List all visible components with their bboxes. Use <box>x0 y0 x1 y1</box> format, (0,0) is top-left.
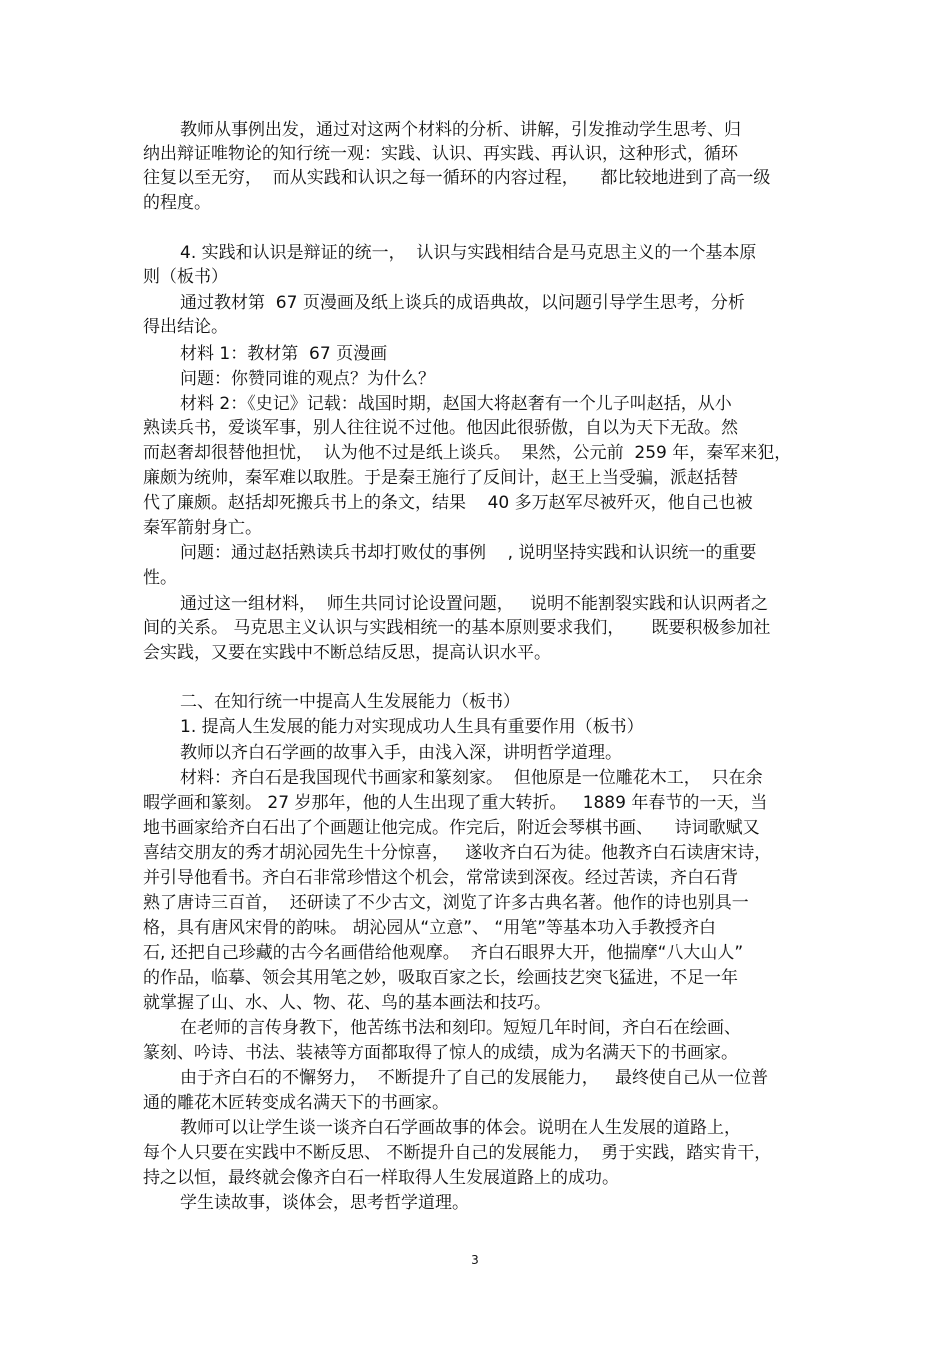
text-line: 喜结交朋友的秀才胡沁园先生十分惊喜， 遂收齐白石为徒。他教齐白石读唐宋诗， <box>143 843 772 863</box>
text-line: 通过教材第 67 页漫画及纸上谈兵的成语典故，以问题引导学生思考，分析 <box>180 293 745 313</box>
text-line: 4. 实践和认识是辩证的统一， 认识与实践相结合是马克思主义的一个基本原 <box>180 243 757 263</box>
text-line: 往复以至无穷， 而从实践和认识之每一循环的内容过程， 都比较地进到了高一级 <box>143 168 771 188</box>
text-line: 在老师的言传身教下，他苦练书法和刻印。短短几年时间，齐白石在绘画、 <box>180 1018 741 1038</box>
text-line: 得出结论。 <box>143 317 228 337</box>
text-line: 熟读兵书，爱谈军事，别人往往说不过他。他因此很骄傲，自以为天下无敌。然 <box>143 418 738 438</box>
text-line: 每个人只要在实践中不断反思、 不断提升自己的发展能力， 勇于实践，踏实肯干， <box>143 1143 772 1163</box>
text-line: 的程度。 <box>143 193 211 213</box>
text-line: 秦军箭射身亡。 <box>143 518 262 538</box>
text-line: 教师以齐白石学画的故事入手，由浅入深，讲明哲学道理。 <box>180 743 622 763</box>
text-line: 地书画家给齐白石出了个画题让他完成。作完后，附近会琴棋书画、 诗词歌赋又 <box>143 818 760 838</box>
text-line: 石, 还把自己珍藏的古今名画借给他观摩。 齐白石眼界大开，他揣摩“八大山人” <box>143 943 744 963</box>
text-line: 而赵奢却很替他担忧， 认为他不过是纸上谈兵。 果然，公元前 259 年，秦军来犯， <box>143 443 792 463</box>
text-line: 会实践，又要在实践中不断总结反思，提高认识水平。 <box>143 643 551 663</box>
text-line: 篆刻、吟诗、书法、装裱等方面都取得了惊人的成绩，成为名满天下的书画家。 <box>143 1043 738 1063</box>
text-line: 纳出辩证唯物论的知行统一观：实践、认识、再实践、再认识，这种形式，循环 <box>143 144 738 164</box>
text-line: 通过这一组材料， 师生共同讨论设置问题， 说明不能割裂实践和认识两者之 <box>180 594 769 614</box>
text-line: 廉颇为统帅，秦军难以取胜。于是秦王施行了反间计，赵王上当受骗，派赵括替 <box>143 468 738 488</box>
text-line: 学生读故事，谈体会，思考哲学道理。 <box>180 1193 469 1213</box>
text-line: 的作品，临摹、领会其用笔之妙，吸取百家之长，绘画技艺突飞猛进，不足一年 <box>143 968 738 988</box>
text-line: 问题：你赞同谁的观点？为什么？ <box>180 369 435 389</box>
text-line: 教师从事例出发，通过对这两个材料的分析、讲解，引发推动学生思考、归 <box>180 120 741 140</box>
section-heading: 二、在知行统一中提高人生发展能力（板书） <box>180 692 520 712</box>
text-line: 则（板书） <box>143 267 228 287</box>
text-line: 格，具有唐风宋骨的韵味。 胡沁园从“立意”、 “用笔”等基本功入手教授齐白 <box>143 918 717 938</box>
text-line: 暇学画和篆刻。 27 岁那年，他的人生出现了重大转折。 1889 年春节的一天，当 <box>143 793 768 813</box>
text-line: 教师可以让学生谈一谈齐白石学画故事的体会。说明在人生发展的道路上， <box>180 1118 741 1138</box>
text-line: 材料 2：《史记》记载：战国时期，赵国大将赵奢有一个儿子叫赵括，从小 <box>180 394 732 414</box>
text-line: 由于齐白石的不懈努力， 不断提升了自己的发展能力， 最终使自己从一位普 <box>180 1068 769 1088</box>
text-line: 性。 <box>143 568 177 588</box>
text-line: 持之以恒，最终就会像齐白石一样取得人生发展道路上的成功。 <box>143 1168 619 1188</box>
text-line: 通的雕花木匠转变成名满天下的书画家。 <box>143 1093 449 1113</box>
text-line: 材料 1：教材第 67 页漫画 <box>180 344 388 364</box>
text-line: 并引导他看书。齐白石非常珍惜这个机会，常常读到深夜。经过苦读，齐白石背 <box>143 868 738 888</box>
text-line: 熟了唐诗三百首， 还研读了不少古文，浏览了许多古典名著。他作的诗也别具一 <box>143 893 749 913</box>
text-line: 材料：齐白石是我国现代书画家和篆刻家。 但他原是一位雕花木工， 只在余 <box>180 768 763 788</box>
text-line: 就掌握了山、水、人、物、花、鸟的基本画法和技巧。 <box>143 993 551 1013</box>
text-line: 问题：通过赵括熟读兵书却打败仗的事例 , 说明坚持实践和认识统一的重要 <box>180 543 757 563</box>
subsection-heading: 1. 提高人生发展的能力对实现成功人生具有重要作用（板书） <box>180 717 644 737</box>
text-line: 间的关系。 马克思主义认识与实践相统一的基本原则要求我们， 既要积极参加社 <box>143 618 771 638</box>
text-line: 代了廉颇。赵括却死搬兵书上的条文，结果 40 多万赵军尽被歼灭，他自己也被 <box>143 493 753 513</box>
page-number: 3 <box>471 1253 479 1267</box>
